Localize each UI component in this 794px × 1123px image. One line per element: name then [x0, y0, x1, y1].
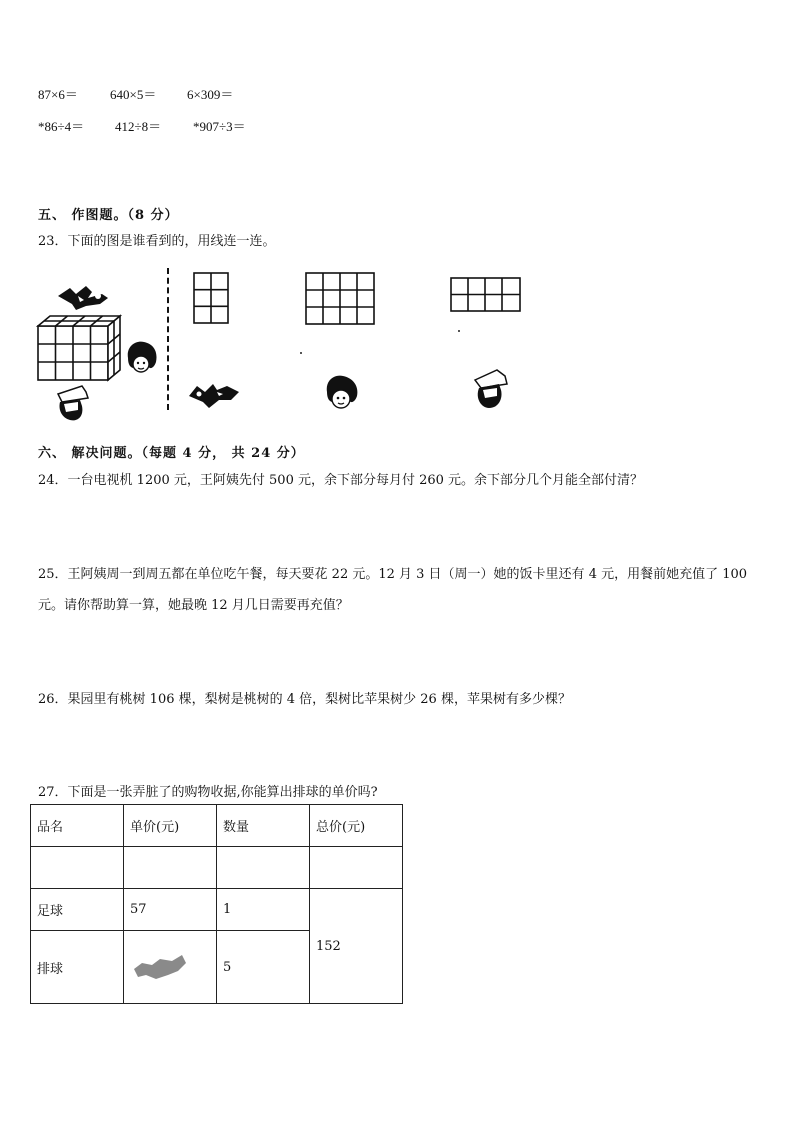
dashed-divider: [167, 268, 169, 410]
girl-icon: [323, 374, 363, 412]
table-cell: [217, 847, 310, 889]
calc-item: 640×5＝: [110, 87, 157, 102]
table-cell: [124, 847, 217, 889]
header-cell: 总价(元): [310, 805, 403, 847]
calc-item: 412÷8＝: [115, 119, 162, 134]
grid-view-icon: [450, 277, 521, 312]
receipt-table: [30, 804, 403, 1004]
section-5-title: 五、 作图题。（8 分）: [38, 208, 179, 223]
boy-with-hat-icon: [54, 384, 94, 424]
grid-view-icon: [193, 272, 229, 324]
header-cell: 品名: [31, 805, 124, 847]
table-cell: 5: [217, 931, 310, 1004]
calc-item: *86÷4＝: [38, 119, 85, 134]
question-25-line-1: 25．王阿姨周一到周五都在单位吃午餐，每天要花 22 元。12 月 3 日（周一）她的饭卡里还有 4 元，用餐前她充值了 100: [38, 567, 748, 582]
table-row: [31, 889, 403, 931]
calc-item: *907÷3＝: [193, 119, 246, 134]
question-27: 27．下面是一张弄脏了的购物收据,你能算出排球的单价吗?: [38, 785, 378, 800]
calc-item: 6×309＝: [187, 87, 234, 102]
ink-smudge-icon: [132, 953, 188, 981]
total-cell: 152: [310, 889, 403, 1004]
table-cell: 57: [124, 889, 217, 931]
table-cell: 足球: [31, 889, 124, 931]
question-23: 23．下面的图是谁看到的，用线连一连。: [38, 234, 276, 249]
section-6-title: 六、 解决问题。（每题 4 分， 共 24 分）: [38, 446, 305, 461]
question-26: 26．果园里有桃树 106 棵，梨树是桃树的 4 倍，梨树比苹果树少 26 棵，苹果树有多少棵？: [38, 692, 571, 707]
question-25-line-2: 元。请你帮助算一算，她最晚 12 月几日需要再充值？: [38, 598, 349, 613]
table-cell: [310, 847, 403, 889]
table-cell: 1: [217, 889, 310, 931]
calc-item: 87×6＝: [38, 87, 78, 102]
dot: [458, 330, 460, 332]
table-row: [31, 847, 403, 889]
header-cell: 单价(元): [124, 805, 217, 847]
table-cell: 排球: [31, 931, 124, 1004]
bird-icon: [56, 282, 112, 314]
question-24: 24．一台电视机 1200 元，王阿姨先付 500 元，余下部分每月付 260 元。余下部分几个月能全部付清？: [38, 473, 644, 488]
bird-icon: [187, 378, 241, 410]
header-cell: 数量: [217, 805, 310, 847]
cube-stack-icon: [36, 314, 122, 382]
boy-with-hat-icon: [471, 368, 511, 412]
girl-icon: [124, 340, 160, 376]
table-cell: [31, 847, 124, 889]
dot: [300, 352, 302, 354]
grid-view-icon: [305, 272, 375, 325]
smudged-price-cell: [124, 931, 217, 1004]
table-header-row: [31, 805, 403, 847]
